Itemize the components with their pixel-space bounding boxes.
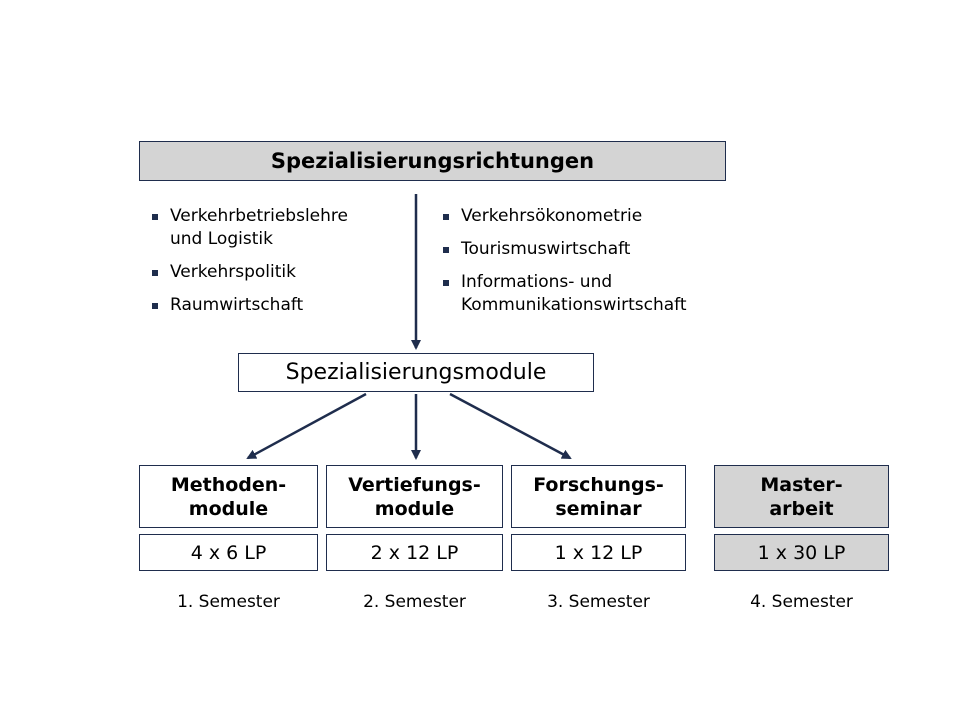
list-item: Verkehrsökonometrie [441,205,761,228]
bullet-square-icon [443,280,449,286]
list-item: Informations- und Kommunikationswirtschaft [441,271,761,317]
module-credits-box: 4 x 6 LP [139,534,318,571]
semester-label: 2. Semester [363,592,466,612]
module-credits-box: 1 x 12 LP [511,534,686,571]
arrow-to-methodenmodule [248,394,366,458]
list-item: Verkehrbetriebslehre und Logistik [150,205,400,251]
specialization-title: Spezialisierungsrichtungen [270,149,595,173]
specialization-modules-box [238,353,594,392]
bullet-square-icon [443,214,449,220]
list-item: Tourismuswirtschaft [441,238,761,261]
specialization-modules-label: Spezialisierungsmodule [285,360,547,385]
bullet-square-icon [152,270,158,276]
module-title-box: Forschungs- seminar [511,465,686,528]
arrow-to-forschungsseminar [450,394,570,458]
specialization-header [139,141,726,181]
master-thesis-title-box: Master- arbeit [714,465,889,528]
list-item: Verkehrspolitik [150,261,400,284]
semester-label: 1. Semester [177,592,280,612]
right-specialization-list [441,205,761,327]
bullet-square-icon [152,303,158,309]
bullet-square-icon [443,247,449,253]
module-credits-box: 2 x 12 LP [326,534,503,571]
bullet-square-icon [152,214,158,220]
list-item: Raumwirtschaft [150,294,400,317]
master-thesis-credits-box: 1 x 30 LP [714,534,889,571]
semester-label: 4. Semester [750,592,853,612]
left-specialization-list [150,205,400,327]
module-title-box: Methoden- module [139,465,318,528]
module-title-box: Vertiefungs- module [326,465,503,528]
semester-label: 3. Semester [547,592,650,612]
